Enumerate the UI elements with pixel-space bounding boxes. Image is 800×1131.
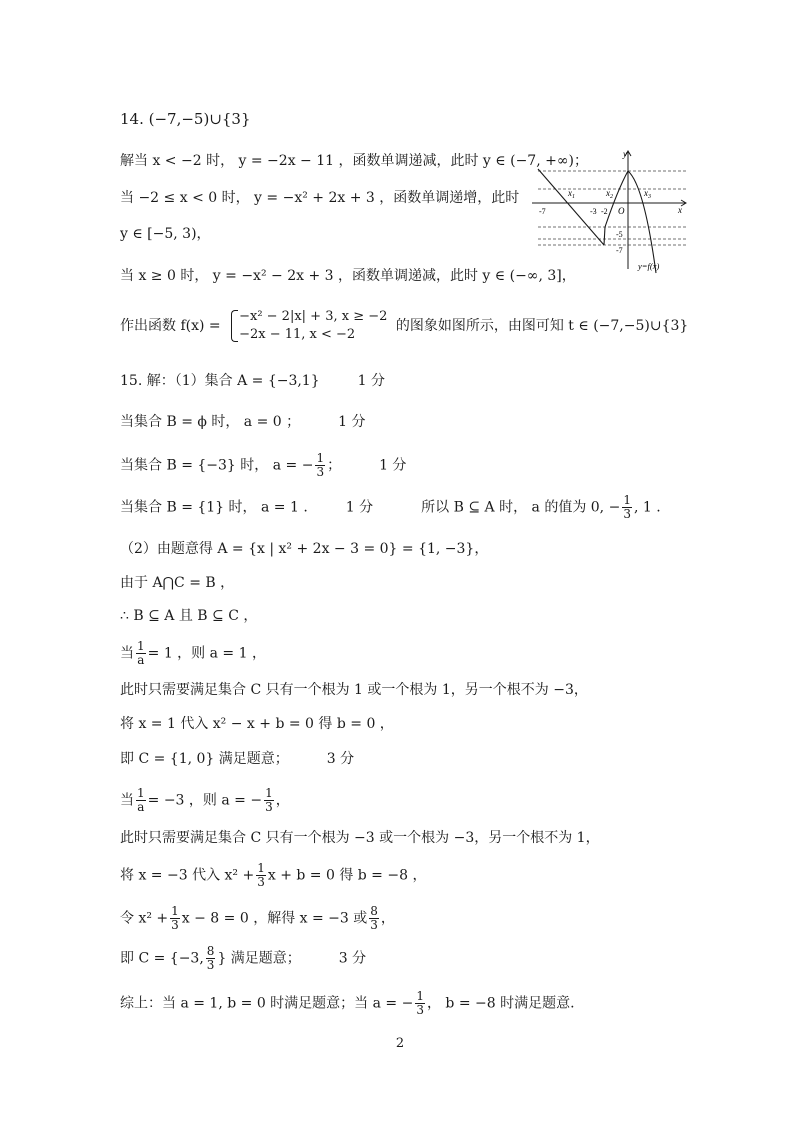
page-number: 2 [395, 1036, 405, 1051]
function-curve [538, 169, 656, 273]
fraction: $\frac{1}{3}$ [265, 786, 273, 814]
score-5: 3 分 [326, 751, 355, 767]
q14-conclusion: 的图象如图所示，由图可知 t ∈ (−7,−5)∪{3} [395, 318, 689, 334]
score-4: 1 分 [345, 499, 374, 516]
q14-line-3: y ∈ [−5, 3)， [120, 226, 211, 242]
y-axis-label: y [623, 149, 627, 159]
q14-line-4: 当 x ≥ 0 时， y = −x² − 2x + 3 ，函数单调递减，此时 y ∈ (−∞, 3]， [120, 268, 576, 284]
punct: , 1 . [633, 499, 661, 516]
score-3: 1 分 [379, 457, 407, 474]
function-graph [530, 145, 690, 275]
q15-line-2 [120, 411, 366, 433]
score-6: 3 分 [338, 950, 367, 967]
punct: ， [275, 792, 290, 809]
q15-line-14 [120, 862, 426, 889]
text: 综上：当 a = 1, b = 0 时满足题意；当 a = − [120, 995, 414, 1012]
score-2: 1 分 [338, 414, 366, 430]
text: 令 x² + [120, 910, 169, 927]
punct: ， [380, 910, 395, 927]
fraction: $\frac{1}{3}$ [316, 451, 325, 479]
q15-line-12 [120, 787, 290, 814]
piecewise-system [229, 308, 387, 344]
text: 当 [120, 645, 134, 662]
q14-line-5 [120, 308, 688, 344]
q15-line-10: 将 x = 1 代入 x² − x + b = 0 得 b = 0 ， [120, 716, 394, 732]
fraction: $\frac{1}{3}$ [416, 989, 424, 1017]
tick-minus-7-y: -7 [616, 246, 623, 255]
q15-line-6: 由于 A⋂C = B ， [120, 575, 235, 591]
q15-line-8 [120, 640, 266, 667]
q15-line-11 [120, 748, 354, 770]
q15-case-minus3: 当集合 B = {−3} 时， a = − [120, 457, 314, 474]
text: 当 [120, 792, 134, 809]
q15-line-5: （2）由题意得 A = {x | x² + 2x − 3 = 0} = {1, −3}， [120, 541, 489, 557]
text: 即 C = {1, 0} 满足题意； [120, 751, 289, 767]
x-axis-label: x [678, 205, 682, 215]
q14-line-2: 当 −2 ≤ x < 0 时， y = −x² + 2x + 3 ，函数单调递增，此时 [120, 190, 520, 206]
q15-line-7: ∴ B ⊆ A 且 B ⊆ C ， [120, 608, 258, 624]
score-1: 1 分 [357, 373, 385, 389]
fraction: $\frac{8}{3}$ [370, 904, 378, 932]
tick-minus-7: -7 [539, 207, 546, 216]
text: } 满足题意； [217, 950, 301, 967]
q14-function-label: 作出函数 f(x) = [120, 318, 221, 334]
tick-minus-3: -3 [590, 207, 597, 216]
q15-empty-set-case: 当集合 B = ϕ 时， a = 0 ； [120, 414, 301, 430]
q14-line-1: 解当 x < −2 时， y = −2x − 11 ，函数单调递减，此时 y ∈ (−7, +∞)； [120, 153, 588, 169]
piecewise-case-2: −2x − 11, x < −2 [239, 327, 356, 342]
q15-line-9: 此时只需要满足集合 C 只有一个根为 1 或一个根为 1，另一个根不为 −3， [120, 682, 588, 698]
origin-label: O [618, 206, 625, 216]
fraction: $\frac{1}{a}$ [137, 639, 145, 667]
q14-answer: 14. (−7,−5)∪{3} [120, 110, 251, 128]
q15-part1-set-a: 15. 解：（1）集合 A = {−3,1} [120, 373, 320, 389]
piecewise-case-1: −x² − 2|x| + 3, x ≥ −2 [239, 309, 388, 324]
text: 即 C = {−3, [120, 950, 204, 967]
q15-line-16 [120, 945, 366, 972]
text: x + b = 0 得 b = −8 ， [267, 867, 427, 884]
fraction: $\frac{1}{3}$ [257, 861, 265, 889]
fraction: $\frac{1}{a}$ [137, 786, 145, 814]
x3-label: $x_3$ [644, 188, 651, 200]
q15-line-1 [120, 370, 385, 392]
q15-case-1: 当集合 B = {1} 时， a = 1 . [120, 499, 308, 516]
q15-line-3 [120, 452, 406, 479]
q15-line-4 [120, 494, 661, 521]
text: = −3 ，则 a = − [147, 792, 263, 809]
fraction: $\frac{8}{3}$ [206, 944, 215, 972]
fraction: $\frac{1}{3}$ [171, 904, 179, 932]
punct: ； [327, 457, 342, 474]
text: x − 8 = 0 ，解得 x = −3 或 [181, 910, 368, 927]
q15-summary [120, 990, 575, 1017]
tick-minus-5: -5 [616, 230, 623, 239]
q15-line-15 [120, 905, 395, 932]
x1-label: $x_1$ [568, 188, 575, 200]
x2-label: $x_2$ [606, 188, 613, 200]
fraction: $\frac{1}{3}$ [623, 493, 631, 521]
text: 将 x = −3 代入 x² + [120, 867, 255, 884]
curve-label: y=f(x) [638, 261, 660, 271]
text: ， b = −8 时满足题意. [426, 995, 575, 1012]
q15-line-13: 此时只需要满足集合 C 只有一个根为 −3 或一个根为 −3，另一个根不为 1， [120, 830, 600, 846]
text: = 1 ，则 a = 1 ， [147, 645, 266, 662]
q15-part1-conclusion: 所以 B ⊆ A 时， a 的值为 0, − [421, 499, 621, 516]
tick-minus-2: -2 [601, 207, 608, 216]
